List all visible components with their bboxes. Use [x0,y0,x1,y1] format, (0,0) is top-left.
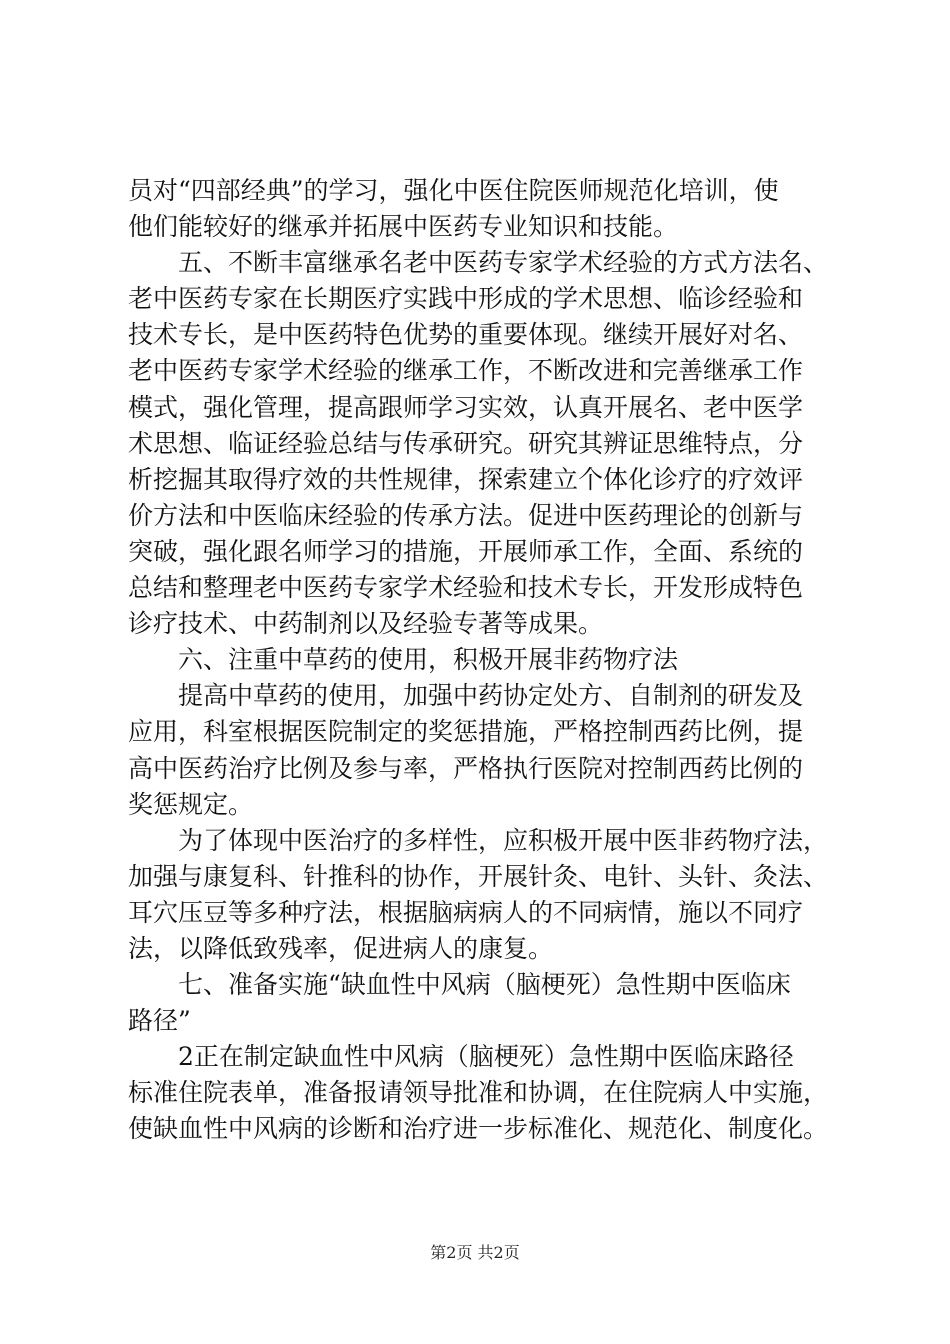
text-line: 高中医药治疗比例及参与率，严格执行医院对控制西药比例的 [128,753,804,783]
text-line: 路径” [128,1006,191,1036]
text-line: 技术专长，是中医药特色优势的重要体现。继续开展好对名、 [128,320,804,350]
text-line: 加强与康复科、针推科的协作，开展针灸、电针、头针、灸法、 [128,861,829,891]
text-line: 2正在制定缺血性中风病（脑梗死）急性期中医临床路径 [128,1042,794,1072]
section-six-heading: 六、注重中草药的使用，积极开展非药物疗法 [128,645,679,675]
text-line: 为了体现中医治疗的多样性，应积极开展中医非药物疗法， [128,825,829,855]
section-seven-heading: 七、准备实施“缺血性中风病（脑梗死）急性期中医临床 [128,970,791,1000]
text-line: 应用，科室根据医院制定的奖惩措施，严格控制西药比例，提 [128,717,804,747]
text-line: 耳穴压豆等多种疗法，根据脑病病人的不同病情，施以不同疗 [128,897,804,927]
text-line: 老中医药专家在长期医疗实践中形成的学术思想、临诊经验和 [128,284,804,314]
text-line: 老中医药专家学术经验的继承工作，不断改进和完善继承工作 [128,356,804,386]
text-line: 模式，强化管理，提高跟师学习实效，认真开展名、老中医学 [128,392,804,422]
text-line: 诊疗技术、中药制剂以及经验专著等成果。 [128,609,604,639]
text-line: 法，以降低致残率，促进病人的康复。 [128,933,554,963]
text-line: 标准住院表单，准备报请领导批准和协调，在住院病人中实施， [128,1078,829,1108]
page-number-footer: 第2页 共2页 [430,1243,520,1262]
text-line: 提高中草药的使用，加强中药协定处方、自制剂的研发及 [128,681,804,711]
text-line: 奖惩规定。 [128,789,254,819]
section-five-line: 五、不断丰富继承名老中医药专家学术经验的方式方法名、 [128,248,829,278]
text-line: 员对“四部经典”的学习，强化中医住院医师规范化培训，使 [128,176,779,205]
text-line: 析挖掘其取得疗效的共性规律，探索建立个体化诊疗的疗效评 [128,464,804,494]
text-line: 使缺血性中风病的诊断和治疗进一步标准化、规范化、制度化。 [128,1114,829,1144]
text-line: 价方法和中医临床经验的传承方法。促进中医药理论的创新与 [128,500,804,530]
document-body [128,173,858,1148]
text-line: 突破，强化跟名师学习的措施，开展师承工作，全面、系统的 [128,536,804,566]
text-line: 术思想、临证经验总结与传承研究。研究其辨证思维特点，分 [128,428,804,458]
text-line: 他们能较好的继承并拓展中医药专业知识和技能。 [128,212,679,242]
text-line: 总结和整理老中医药专家学术经验和技术专长，开发形成特色 [128,573,804,603]
